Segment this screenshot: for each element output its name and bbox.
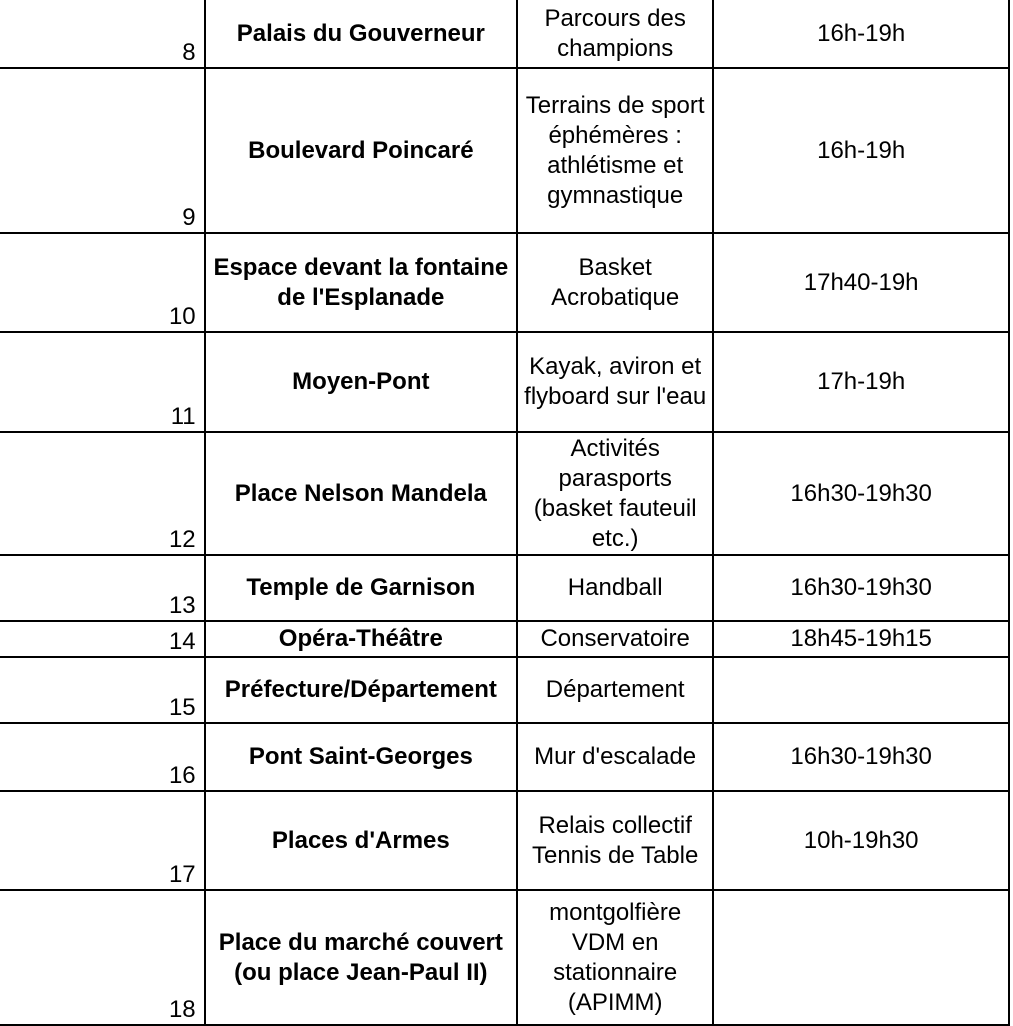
hours-cell: 16h-19h	[713, 0, 1009, 68]
activity-cell: Basket Acrobatique	[517, 233, 713, 332]
table-row	[0, 657, 1009, 723]
location-cell: Palais du Gouverneur	[205, 0, 517, 68]
location-cell: Pont Saint-Georges	[205, 723, 517, 791]
row-number: 17	[0, 791, 205, 890]
row-number: 8	[0, 0, 205, 68]
activity-cell: Kayak, aviron et flyboard sur l'eau	[517, 332, 713, 432]
table-row	[0, 0, 1009, 68]
hours-cell	[713, 890, 1009, 1025]
table-row	[0, 68, 1009, 233]
location-cell: Places d'Armes	[205, 791, 517, 890]
row-number: 15	[0, 657, 205, 723]
location-cell: Place du marché couvert (ou place Jean-Paul II)	[205, 890, 517, 1025]
activity-cell: Parcours des champions	[517, 0, 713, 68]
activity-cell: Terrains de sport éphémères : athlétisme et gymnastique	[517, 68, 713, 233]
hours-cell: 16h-19h	[713, 68, 1009, 233]
table-row	[0, 432, 1009, 555]
hours-cell: 17h40-19h	[713, 233, 1009, 332]
row-number: 16	[0, 723, 205, 791]
activity-cell: Activités parasports (basket fauteuil etc.)	[517, 432, 713, 555]
hours-cell: 16h30-19h30	[713, 432, 1009, 555]
table-row	[0, 890, 1009, 1025]
row-number: 11	[0, 332, 205, 432]
location-cell: Préfecture/Département	[205, 657, 517, 723]
location-cell: Espace devant la fontaine de l'Esplanade	[205, 233, 517, 332]
row-number: 18	[0, 890, 205, 1025]
activity-cell: Conservatoire	[517, 621, 713, 657]
hours-cell: 17h-19h	[713, 332, 1009, 432]
activity-cell: Relais collectif Tennis de Table	[517, 791, 713, 890]
location-cell: Moyen-Pont	[205, 332, 517, 432]
activity-cell: Mur d'escalade	[517, 723, 713, 791]
activity-cell: Département	[517, 657, 713, 723]
location-cell: Place Nelson Mandela	[205, 432, 517, 555]
row-number: 14	[0, 621, 205, 657]
table-row	[0, 233, 1009, 332]
table-row	[0, 332, 1009, 432]
activity-cell: montgolfière VDM en stationnaire (APIMM)	[517, 890, 713, 1025]
location-cell: Temple de Garnison	[205, 555, 517, 621]
row-number: 9	[0, 68, 205, 233]
location-cell: Boulevard Poincaré	[205, 68, 517, 233]
table-row	[0, 621, 1009, 657]
location-cell: Opéra-Théâtre	[205, 621, 517, 657]
row-number: 12	[0, 432, 205, 555]
table-row	[0, 723, 1009, 791]
table-row	[0, 791, 1009, 890]
activity-cell: Handball	[517, 555, 713, 621]
hours-cell: 16h30-19h30	[713, 555, 1009, 621]
hours-cell: 18h45-19h15	[713, 621, 1009, 657]
hours-cell: 16h30-19h30	[713, 723, 1009, 791]
hours-cell	[713, 657, 1009, 723]
hours-cell: 10h-19h30	[713, 791, 1009, 890]
table-row	[0, 555, 1009, 621]
row-number: 10	[0, 233, 205, 332]
row-number: 13	[0, 555, 205, 621]
